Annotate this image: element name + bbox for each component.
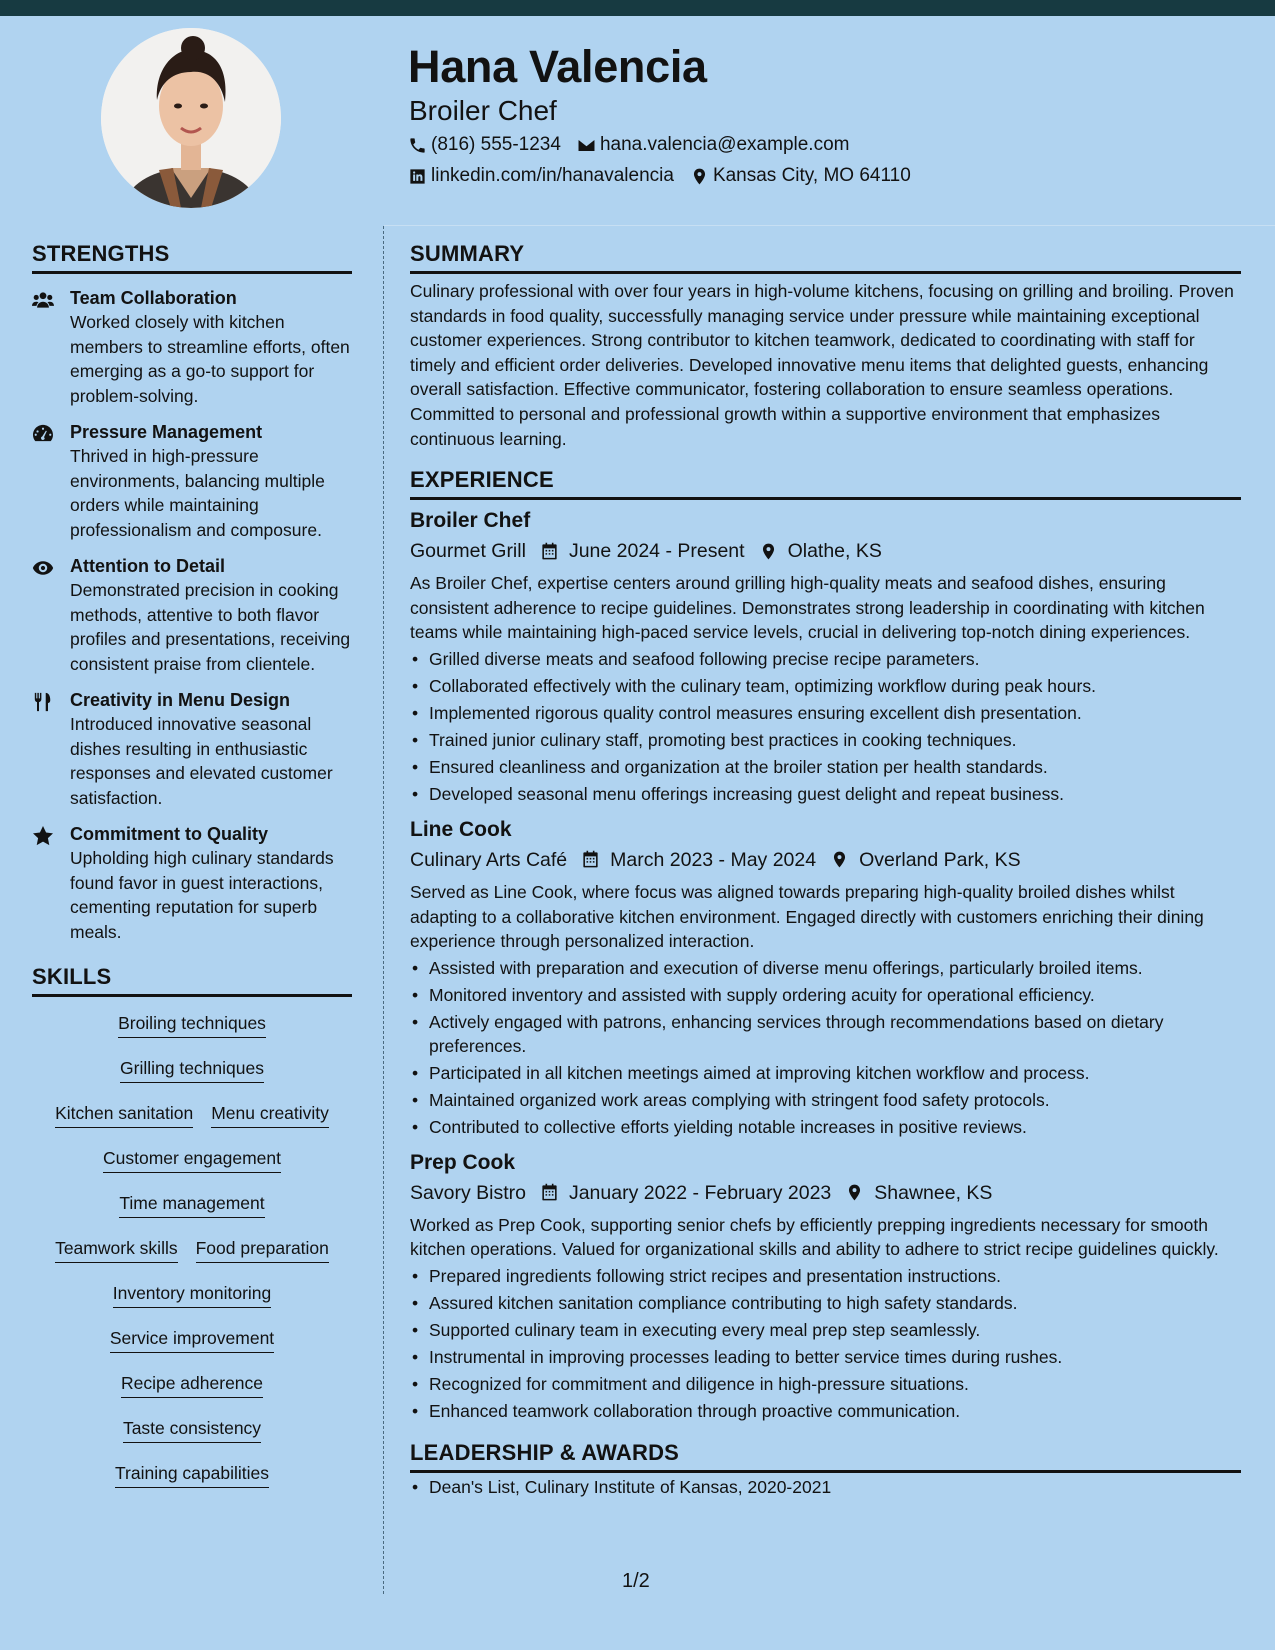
map-pin-icon <box>845 1183 864 1202</box>
strengths-list <box>32 287 352 944</box>
contact-linkedin[interactable] <box>408 165 674 187</box>
list-item: • Supported culinary team in executing every meal prep step seamlessly. <box>410 1318 1241 1342</box>
job-company: Gourmet Grill <box>410 540 526 563</box>
linkedin-icon <box>408 167 427 186</box>
map-pin-icon <box>830 850 849 869</box>
list-item: • Grilled diverse meats and seafood following precise recipe parameters. <box>410 647 1241 671</box>
strength-desc: Upholding high culinary standards found favor in guest interactions, cementing reputation for superb meals. <box>70 848 334 942</box>
list-item: • Enhanced teamwork collaboration through proactive communication. <box>410 1399 1241 1423</box>
skill-tag: Training capabilities <box>115 1461 269 1488</box>
list-item: • Developed seasonal menu offerings increasing guest delight and repeat business. <box>410 782 1241 806</box>
strength-desc: Introduced innovative seasonal dishes resulting in enthusiastic responses and elevated customer satisfaction. <box>70 714 333 808</box>
leadership-heading: LEADERSHIP & AWARDS <box>410 1439 680 1465</box>
job-title: Prep Cook <box>410 1150 516 1174</box>
right-column <box>410 240 1241 1502</box>
resume-header <box>0 16 1275 226</box>
skill-tag: Kitchen sanitation <box>55 1101 193 1128</box>
job-entry <box>410 816 1241 1139</box>
strength-item <box>32 823 352 944</box>
strength-item <box>32 421 352 542</box>
job-title: Line Cook <box>410 817 512 841</box>
leadership-list <box>410 1475 1241 1499</box>
skills-list <box>32 1011 352 1506</box>
list-item: • Assured kitchen sanitation compliance contributing to high safety standards. <box>410 1291 1241 1315</box>
strength-item <box>32 689 352 810</box>
job-company: Savory Bistro <box>410 1181 526 1204</box>
eye-icon <box>32 558 54 578</box>
users-icon <box>32 290 54 310</box>
gauge-icon <box>32 424 54 444</box>
skill-tag: Customer engagement <box>103 1146 281 1173</box>
avatar <box>101 28 281 208</box>
strengths-heading: STRENGTHS <box>32 241 170 266</box>
strength-title: Commitment to Quality <box>70 824 269 844</box>
job-dates: March 2023 - May 2024 <box>610 848 817 871</box>
experience-heading: EXPERIENCE <box>410 467 554 493</box>
skill-tag: Broiling techniques <box>118 1011 266 1038</box>
list-item: • Trained junior culinary staff, promoting best practices in cooking techniques. <box>410 728 1241 752</box>
candidate-name: Hana Valencia <box>408 41 707 92</box>
skills-heading: SKILLS <box>32 964 112 989</box>
header-divider <box>384 225 1275 226</box>
job-description: As Broiler Chef, expertise centers around grilling high-quality meats and seafood dishes, ensuring consistent adherence to recipe guidelines. Demonstrates strong leadership in coordinating with kitchen teams while maintaining high-paced service levels, crucial in delivering top-notch dining experiences. <box>410 573 1205 643</box>
list-item: • Monitored inventory and assisted with supply ordering acuity for operational efficiency. <box>410 983 1241 1007</box>
phone-icon <box>408 136 427 155</box>
profile-photo <box>101 28 281 208</box>
list-item: • Assisted with preparation and execution of diverse menu offerings, particularly broiled items. <box>410 956 1241 980</box>
strength-title: Pressure Management <box>70 422 263 442</box>
job-location: Olathe, KS <box>787 540 882 563</box>
strength-title: Creativity in Menu Design <box>70 690 291 710</box>
list-item: • Participated in all kitchen meetings aimed at improving kitchen workflow and process. <box>410 1061 1241 1085</box>
top-accent-bar <box>0 0 1275 16</box>
skill-tag: Taste consistency <box>123 1416 261 1443</box>
job-bullets <box>410 647 1241 806</box>
list-item: • Maintained organized work areas complying with stringent food safety protocols. <box>410 1088 1241 1112</box>
list-item: • Dean's List, Culinary Institute of Kansas, 2020-2021 <box>410 1475 1241 1499</box>
strengths-rule <box>32 271 352 274</box>
job-location: Shawnee, KS <box>874 1181 993 1204</box>
list-item: • Actively engaged with patrons, enhancing services through recommendations based on dietary preferences. <box>410 1010 1241 1058</box>
job-dates: January 2022 - February 2023 <box>568 1181 832 1204</box>
linkedin-text[interactable]: linkedin.com/in/hanavalencia <box>431 165 674 186</box>
job-dates: June 2024 - Present <box>568 540 745 563</box>
phone-text: (816) 555-1234 <box>431 134 561 155</box>
calendar-icon <box>540 1183 559 1202</box>
calendar-icon <box>581 850 600 869</box>
strength-desc: Worked closely with kitchen members to streamline efforts, often emerging as a go-to support for problem-solving. <box>70 312 350 406</box>
job-meta <box>410 1179 1241 1207</box>
strength-title: Attention to Detail <box>70 556 225 576</box>
page-number: 1/2 <box>622 1570 650 1592</box>
skill-tag: Service improvement <box>110 1326 274 1353</box>
list-item: • Prepared ingredients following strict recipes and presentation instructions. <box>410 1264 1241 1288</box>
skill-tag: Grilling techniques <box>120 1056 264 1083</box>
job-description: Served as Line Cook, where focus was aligned towards preparing high-quality broiled dishes whilst adapting to a collaborative kitchen environment. Engaged directly with customers enriching their dining experience through personalized interaction. <box>410 881 1204 952</box>
skill-tag: Food preparation <box>196 1236 329 1263</box>
strength-item <box>32 555 352 676</box>
location-text: Kansas City, MO 64110 <box>712 165 911 186</box>
list-item: • Contributed to collective efforts yielding notable increases in positive reviews. <box>410 1115 1241 1139</box>
contact-location <box>690 165 911 187</box>
list-item: • Implemented rigorous quality control measures ensuring excellent dish presentation. <box>410 701 1241 725</box>
email-text[interactable]: hana.valencia@example.com <box>599 134 850 155</box>
strength-title: Team Collaboration <box>70 288 237 308</box>
envelope-icon <box>577 136 596 155</box>
contact-email[interactable] <box>577 134 850 156</box>
summary-heading: SUMMARY <box>410 241 525 266</box>
job-bullets <box>410 1264 1241 1423</box>
contact-phone <box>408 134 561 156</box>
leadership-rule <box>410 1470 1241 1473</box>
summary-rule <box>410 271 1241 274</box>
job-entry <box>410 1149 1241 1423</box>
list-item: • Ensured cleanliness and organization at the broiler station per health standards. <box>410 755 1241 779</box>
skill-tag: Recipe adherence <box>121 1371 263 1398</box>
job-description: Worked as Prep Cook, supporting senior chefs by efficiently prepping ingredients necessary for smooth kitchen operations. Valued for organizational skills and ability to adhere to strict recipe guidelines quickly. <box>410 1214 1219 1260</box>
skill-tag: Menu creativity <box>211 1101 329 1128</box>
column-divider <box>383 226 384 1594</box>
job-meta <box>410 537 1241 565</box>
summary-text: Culinary professional with over four years in high-volume kitchens, focusing on grilling and broiling. Proven standards in food quality, successfully managing service under pressure while maintaining exceptional customer experiences. Strong contributor to kitchen teamwork, dedicated to coordinating with staff for timely and efficient order deliveries. Developed innovative menu items that delighted guests, enhancing overall satisfaction. Effective communicator, fostering collaboration to ensure seamless operations. Committed to personal and professional growth within a supportive environment that emphasizes continuous learning. <box>410 281 1234 449</box>
skill-tag: Teamwork skills <box>55 1236 178 1263</box>
star-icon <box>32 826 54 846</box>
skill-tag: Inventory monitoring <box>113 1281 272 1308</box>
job-entry <box>410 507 1241 806</box>
job-meta <box>410 846 1241 874</box>
utensils-icon <box>32 692 54 712</box>
candidate-title: Broiler Chef <box>409 95 557 126</box>
calendar-icon <box>540 542 559 561</box>
map-pin-icon <box>690 167 709 186</box>
list-item: • Instrumental in improving processes leading to better service times during rushes. <box>410 1345 1241 1369</box>
job-company: Culinary Arts Café <box>410 848 568 871</box>
strength-item <box>32 287 352 408</box>
job-location: Overland Park, KS <box>859 848 1021 871</box>
skill-tag: Time management <box>119 1191 264 1218</box>
list-item: • Collaborated effectively with the culinary team, optimizing workflow during peak hours. <box>410 674 1241 698</box>
list-item: • Recognized for commitment and diligence in high-pressure situations. <box>410 1372 1241 1396</box>
contact-row-primary <box>408 134 865 156</box>
strength-desc: Demonstrated precision in cooking methods, attentive to both flavor profiles and presentations, receiving consistent praise from clientele. <box>70 580 351 674</box>
left-column <box>32 240 352 1506</box>
job-bullets <box>410 956 1241 1139</box>
map-pin-icon <box>759 542 778 561</box>
job-title: Broiler Chef <box>410 509 531 533</box>
contact-row-secondary <box>408 165 927 187</box>
strength-desc: Thrived in high-pressure environments, balancing multiple orders while maintaining professionalism and composure. <box>70 446 325 540</box>
experience-rule <box>410 497 1241 500</box>
skills-rule <box>32 994 352 997</box>
